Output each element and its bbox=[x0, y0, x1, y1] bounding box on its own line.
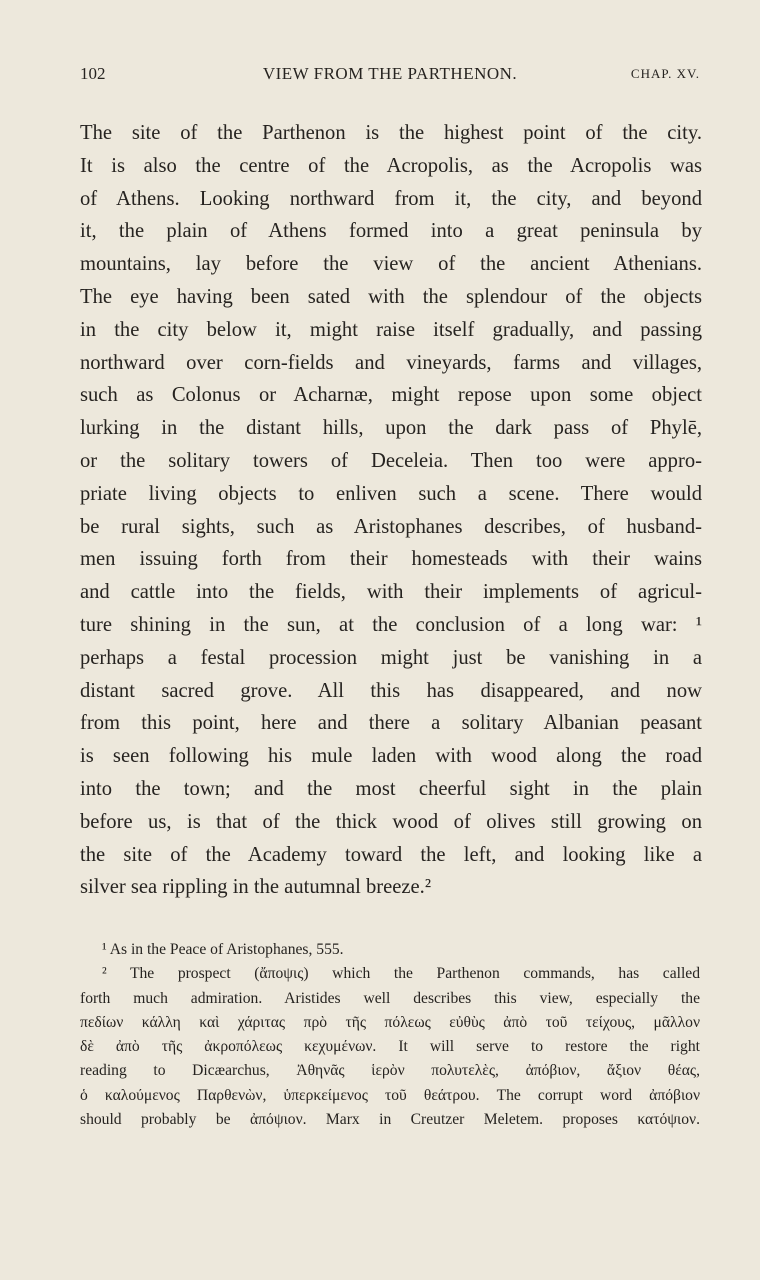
text-line: or the solitary towers of Deceleia. Then too were appro- bbox=[80, 449, 702, 472]
running-head bbox=[80, 64, 700, 92]
text-line: in the city below it, might raise itself gradually, and passing bbox=[80, 318, 702, 341]
page-number: 102 bbox=[80, 64, 106, 83]
text-line: such as Colonus or Acharnæ, might repose upon some object bbox=[80, 384, 702, 407]
text-line: distant sacred grove. All this has disappeared, and now bbox=[80, 679, 702, 702]
text-line: It is also the centre of the Acropolis, as the Acropolis was bbox=[80, 154, 702, 177]
text-line: the site of the Academy toward the left, and looking like a bbox=[80, 843, 702, 866]
running-title: VIEW FROM THE PARTHENON. bbox=[262, 64, 518, 83]
text-line: from this point, here and there a solitary Albanian peasant bbox=[80, 712, 702, 735]
text-line: perhaps a festal procession might just be vanishing in a bbox=[80, 646, 702, 669]
footnote-line: ¹ As in the Peace of Aristophanes, 555. bbox=[102, 941, 344, 958]
footnote-line: forth much admiration. Aristides well describes this view, especially the bbox=[80, 989, 700, 1007]
footnote-line: πεδίων κάλλη καὶ χάριτας πρὸ τῆς πόλεως εὐθὺς ἀπὸ τοῦ τείχους, μᾶλλον bbox=[80, 1013, 700, 1031]
text-line: men issuing forth from their homesteads with their wains bbox=[80, 548, 702, 571]
text-line: is seen following his mule laden with wood along the road bbox=[80, 745, 702, 768]
text-line: ture shining in the sun, at the conclusion of a long war: ¹ bbox=[80, 613, 702, 636]
text-line: of Athens. Looking northward from it, the city, and beyond bbox=[80, 187, 702, 210]
text-line: before us, is that of the thick wood of olives still growing on bbox=[80, 810, 702, 833]
footnote-line: reading to Dicæarchus, Ἀθηνᾶς ἱερὸν πολυτελὲς, ἀπόβιον, ἄξιον θέας, bbox=[80, 1062, 700, 1080]
text-line: and cattle into the fields, with their implements of agricul- bbox=[80, 581, 702, 604]
text-line: northward over corn-fields and vineyards, farms and villages, bbox=[80, 351, 702, 374]
footnote-line: ὁ καλούμενος Παρθενὼν, ὑπερκείμενος τοῦ θεάτρου. The corrupt word ἀπόβιον bbox=[80, 1086, 700, 1104]
text-line: The eye having been sated with the splendour of the objects bbox=[80, 285, 702, 308]
footnote-line: δὲ ἀπὸ τῆς ἀκροπόλεως κεχυμένων. It will serve to restore the right bbox=[80, 1038, 700, 1056]
text-line: be rural sights, such as Aristophanes describes, of husband- bbox=[80, 515, 702, 538]
text-line: The site of the Parthenon is the highest point of the city. bbox=[80, 122, 702, 144]
footnotes bbox=[80, 938, 700, 1132]
footnote-line: should probably be ἀπόψιον. Marx in Creutzer Meletem. proposes κατόψιον. bbox=[80, 1111, 700, 1129]
text-line: silver sea rippling in the autumnal breeze.² bbox=[80, 876, 431, 899]
text-line: into the town; and the most cheerful sight in the plain bbox=[80, 777, 702, 800]
text-line: mountains, lay before the view of the ancient Athenians. bbox=[80, 253, 702, 276]
text-line: it, the plain of Athens formed into a great peninsula by bbox=[80, 220, 702, 243]
text-line: priate living objects to enliven such a scene. There would bbox=[80, 482, 702, 505]
footnote-line: ² The prospect (ἄποψις) which the Parthenon commands, has called bbox=[102, 965, 700, 983]
text-line: lurking in the distant hills, upon the dark pass of Phylē, bbox=[80, 417, 702, 440]
main-text bbox=[80, 117, 702, 904]
chapter-label: CHAP. XV. bbox=[630, 66, 700, 81]
